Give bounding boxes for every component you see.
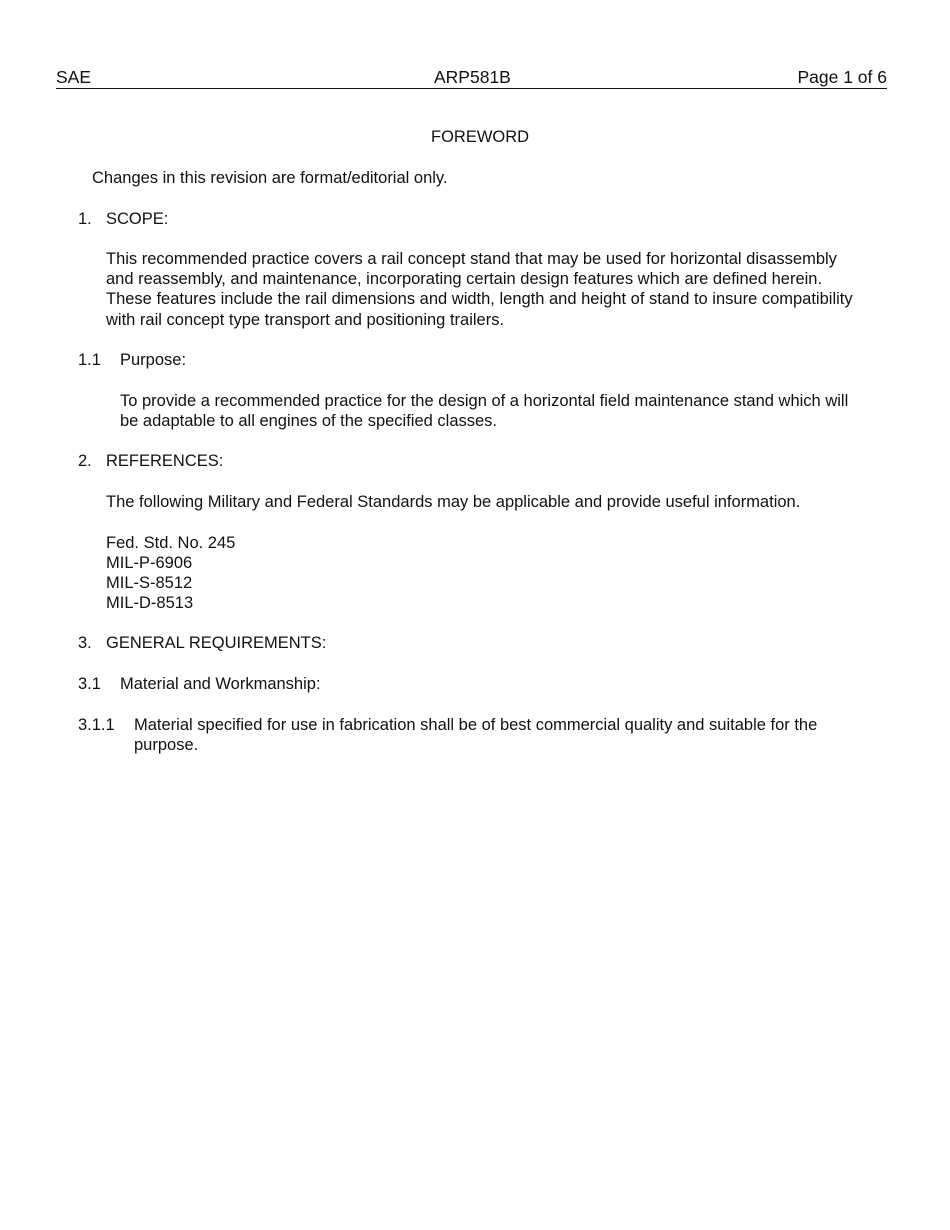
section-number: 3. xyxy=(78,634,92,652)
reference-item: MIL-S-8512 xyxy=(106,574,193,592)
page-header xyxy=(56,66,887,89)
section-number: 3.1 xyxy=(78,675,101,693)
section-heading-general-requirements: GENERAL REQUIREMENTS: xyxy=(106,634,327,652)
reference-item: MIL-D-8513 xyxy=(106,594,194,612)
foreword-title: FOREWORD xyxy=(431,128,530,146)
section-heading-scope: SCOPE: xyxy=(106,210,169,228)
references-intro: The following Military and Federal Standards may be applicable and provide useful information. xyxy=(106,493,801,511)
purpose-line: be adaptable to all engines of the specified classes. xyxy=(120,412,498,430)
section-number: 1. xyxy=(78,210,92,228)
section-number: 1.1 xyxy=(78,351,101,369)
foreword-text: Changes in this revision are format/editorial only. xyxy=(92,169,448,187)
reference-item: Fed. Std. No. 245 xyxy=(106,534,236,552)
section-heading-material: Material and Workmanship: xyxy=(120,675,321,693)
header-doc-number: ARP581B xyxy=(434,67,511,87)
header-page-number: Page 1 of 6 xyxy=(797,67,887,87)
section-heading-purpose: Purpose: xyxy=(120,351,187,369)
scope-line: with rail concept type transport and positioning trailers. xyxy=(106,311,505,329)
reference-item: MIL-P-6906 xyxy=(106,554,193,572)
material-line: purpose. xyxy=(134,736,199,754)
header-org: SAE xyxy=(56,67,92,87)
purpose-line: To provide a recommended practice for the design of a horizontal field maintenance stand which will xyxy=(120,392,849,410)
section-number: 3.1.1 xyxy=(78,716,115,734)
section-number: 2. xyxy=(78,452,92,470)
scope-line: This recommended practice covers a rail concept stand that may be used for horizontal disassembly xyxy=(106,250,837,268)
section-heading-references: REFERENCES: xyxy=(106,452,224,470)
scope-line: and reassembly, and maintenance, incorporating certain design features which are defined herein. xyxy=(106,270,823,288)
scope-line: These features include the rail dimensions and width, length and height of stand to insure compatibility xyxy=(106,290,853,308)
material-line: Material specified for use in fabrication shall be of best commercial quality and suitable for the xyxy=(134,716,818,734)
